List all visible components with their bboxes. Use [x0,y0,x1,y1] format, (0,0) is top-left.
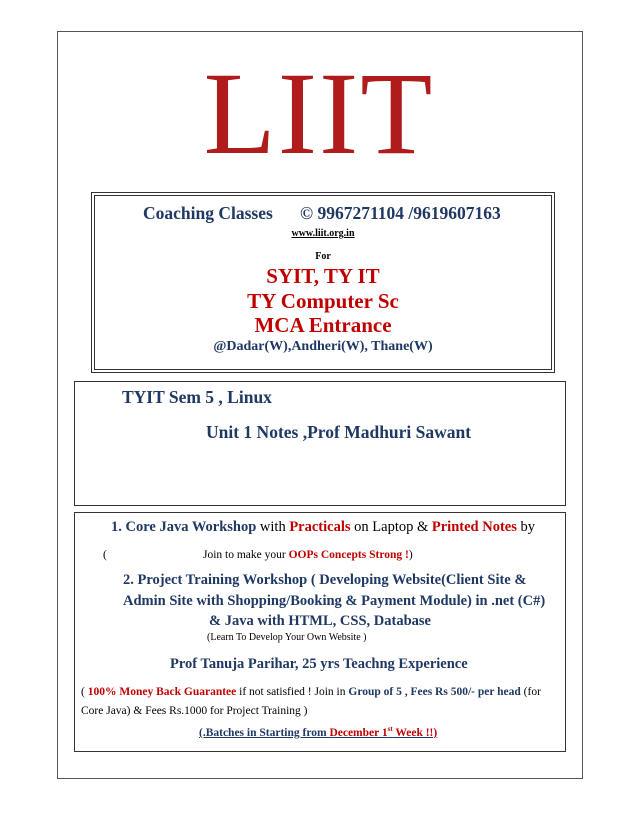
guarantee-paragraph: ( 100% Money Back Guarantee if not satisfied ! Join in Group of 5 , Fees Rs 500/- per head (for Core Java) & Fees Rs.1000 for Project Training ) [81,686,541,717]
workshop-item-1: 1. Core Java Workshop with Practicals on Laptop & Printed Notes by [111,519,535,535]
core-java-workshop: Core Java Workshop [125,519,257,535]
oops-line: Join to make your OOPs Concepts Strong !) [203,549,413,561]
paren-open: ( [103,549,107,561]
teacher-line: Prof Tanuja Parihar, 25 yrs Teachng Experience [170,656,468,672]
course-syit-tyit: SYIT, TY IT [266,264,380,288]
website-link[interactable]: www.liit.org.in [291,228,355,239]
course-mca-entrance: MCA Entrance [254,313,392,337]
workshop-item-2-line2: Admin Site with Shopping/Booking & Payment Module) in .net (C#) [123,593,546,609]
liit-logo: LIIT [203,48,435,179]
practicals: Practicals [289,519,351,535]
for-label: For [315,251,331,262]
group-fees: Group of 5 , Fees Rs 500/- per head [348,686,521,698]
locations: @Dadar(W),Andheri(W), Thane(W) [213,339,433,354]
header-box [94,195,552,370]
workshop-item-2-line3: & Java with HTML, CSS, Database [209,613,431,629]
money-back-guarantee: 100% Money Back Guarantee [87,686,237,698]
december-date: December 1 [329,726,388,739]
workshop-item-2-line1: 2. Project Training Workshop ( Developing Website(Client Site & [123,572,527,588]
unit-notes: Unit 1 Notes ,Prof Madhuri Sawant [206,422,472,442]
batches-line: (.Batches in Starting from December 1st Week !!) [199,725,438,739]
oops-strong: OOPs Concepts Strong ! [288,549,409,561]
learn-note: (Learn To Develop Your Own Website ) [207,632,367,643]
phone-numbers: © 9967271104 /9619607163 [300,203,501,223]
subject-box [74,381,566,506]
coaching-label: Coaching Classes [143,203,273,223]
course-ty-computer-sc: TY Computer Sc [247,289,399,313]
subject-title: TYIT Sem 5 , Linux [122,387,272,407]
workshop-box [74,512,566,752]
printed-notes: Printed Notes [431,519,517,535]
